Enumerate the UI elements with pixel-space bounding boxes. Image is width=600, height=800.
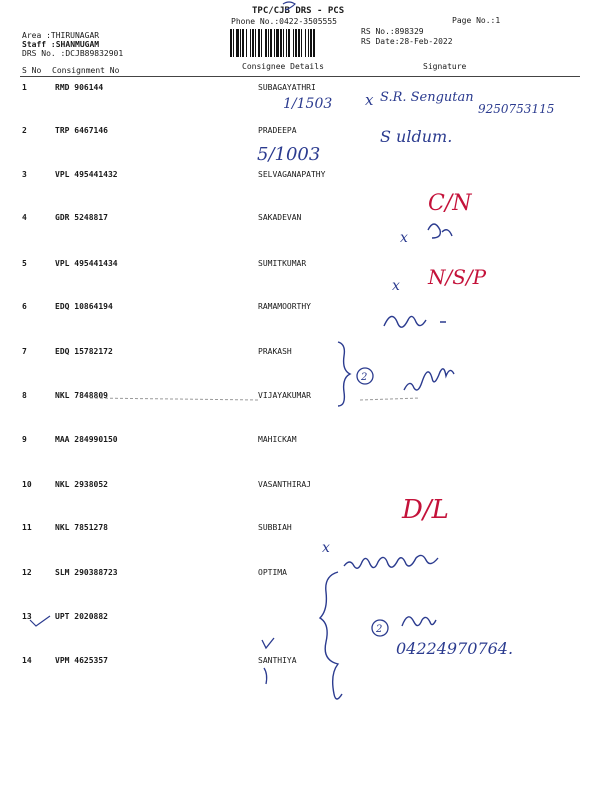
row-consignee: SELVAGANAPATHY	[258, 170, 326, 179]
row-consignee: PRADEEPA	[258, 126, 297, 135]
table-row	[0, 612, 600, 626]
rs-date-label: RS Date:	[361, 37, 400, 46]
table-row	[0, 523, 600, 537]
drs-label: DRS No.	[22, 49, 56, 58]
row-consignment: EDQ 15782172	[55, 347, 113, 356]
drs-field	[22, 49, 123, 58]
hw-dl-mark: D/L	[402, 495, 449, 525]
row-consignee: SUBAGAYATHRI	[258, 83, 316, 92]
hw-row1-phone: 9250753115	[478, 102, 555, 116]
hw-cn-mark: C/N	[428, 191, 472, 216]
row-sno: 14	[22, 656, 32, 665]
rs-number	[361, 27, 424, 36]
row-sno: 13	[22, 612, 32, 621]
table-row	[0, 170, 600, 184]
header-divider	[20, 76, 580, 77]
hw-row4-cross: x	[400, 230, 408, 246]
row-sno: 9	[22, 435, 27, 444]
area-value: :THIRUNAGAR	[46, 31, 100, 40]
table-row	[0, 347, 600, 361]
hw-nsp-mark: N/S/P	[428, 265, 487, 289]
row-consignment: TRP 6467146	[55, 126, 108, 135]
table-row	[0, 126, 600, 140]
row-sno: 1	[22, 83, 27, 92]
row-consignment: NKL 7848809	[55, 391, 108, 400]
row-sno: 4	[22, 213, 27, 222]
table-row	[0, 480, 600, 494]
row-consignment: SLM 290388723	[55, 568, 118, 577]
brace-rows-12-14	[320, 572, 342, 699]
phone-label: Phone No.:	[231, 17, 280, 26]
column-sno: S No	[22, 66, 42, 75]
barcode-image	[230, 29, 350, 57]
table-row	[0, 435, 600, 449]
rs-no-label: RS No.:	[361, 27, 395, 36]
table-row	[0, 302, 600, 316]
hw-brace-count-7-8: 2	[361, 372, 368, 383]
hw-row5-cross: x	[392, 278, 400, 294]
hw-row6-initials	[384, 316, 446, 327]
hw-row2-sign: S uldum.	[380, 127, 453, 146]
drs-value: :DCJB89832901	[60, 49, 124, 58]
row-sno: 12	[22, 568, 32, 577]
phone-number	[231, 17, 337, 26]
row-sno: 11	[22, 523, 32, 532]
row-consignment: NKL 7851278	[55, 523, 108, 532]
area-field	[22, 31, 99, 40]
row-consignment: RMD 906144	[55, 83, 104, 92]
circle-mark-7-8	[357, 368, 373, 384]
row-sno: 10	[22, 480, 32, 489]
row-sno: 2	[22, 126, 27, 135]
table-row	[0, 213, 600, 227]
row-consignment: VPL 495441432	[55, 170, 118, 179]
form-title: TPC/CJB DRS - PCS	[252, 6, 345, 16]
page-value: 1	[495, 16, 501, 25]
row-sno: 7	[22, 347, 27, 356]
row-consignment: NKL 2938052	[55, 480, 108, 489]
hw-row12-signature	[344, 555, 438, 568]
hw-row1-sign: S.R. Sengutan	[380, 90, 474, 105]
hw-row1-number: 1/1503	[283, 96, 333, 112]
row-consignee: SAKADEVAN	[258, 213, 302, 222]
hw-row7-signature	[404, 369, 454, 390]
table-row	[0, 83, 600, 97]
row-consignment: MAA 284990150	[55, 435, 118, 444]
column-consignee: Consignee Details	[242, 62, 324, 71]
area-label: Area	[22, 31, 42, 40]
row-consignee: SANTHIYA	[258, 656, 297, 665]
row-consignment: VPL 495441434	[55, 259, 118, 268]
table-row	[0, 259, 600, 273]
hw-row1-cross: x	[365, 91, 374, 109]
row-consignment: UPT 2020882	[55, 612, 108, 621]
row-sno: 5	[22, 259, 27, 268]
row-consignee: VIJAYAKUMAR	[258, 391, 311, 400]
table-row	[0, 391, 600, 405]
row-consignee: VASANTHIRAJ	[258, 480, 311, 489]
row-consignment: GDR 5248817	[55, 213, 108, 222]
row-consignee: RAMAMOORTHY	[258, 302, 311, 311]
column-signature: Signature	[423, 62, 467, 71]
staff-value: :SHANMUGAM	[50, 40, 100, 49]
row-consignee: PRAKASH	[258, 347, 292, 356]
row-sno: 3	[22, 170, 27, 179]
column-consignment: Consignment No	[52, 66, 120, 75]
hw-row12-cross: x	[322, 540, 330, 556]
page-label: Page No.:	[452, 16, 496, 25]
hw-row2-number: 5/1003	[257, 144, 321, 165]
rs-date	[361, 37, 453, 46]
rs-date-value: 28-Feb-2022	[399, 37, 453, 46]
rs-no-value: 898329	[394, 27, 424, 36]
hw-phone-bottom: 04224970764.	[396, 639, 514, 658]
row-consignee: SUMITKUMAR	[258, 259, 307, 268]
staff-label: Staff	[22, 40, 47, 49]
table-row	[0, 568, 600, 582]
hw-brace-count-12-14: 2	[376, 624, 383, 635]
row-consignee: OPTIMA	[258, 568, 287, 577]
table-row	[0, 656, 600, 670]
phone-value: 0422-3505555	[279, 17, 337, 26]
row-consignment: VPM 4625357	[55, 656, 108, 665]
row-consignee: MAHICKAM	[258, 435, 297, 444]
row-sno: 6	[22, 302, 27, 311]
row-sno: 8	[22, 391, 27, 400]
page-number	[452, 16, 500, 25]
staff-field	[22, 40, 99, 49]
row-consignment: EDQ 10864194	[55, 302, 113, 311]
row-consignee: SUBBIAH	[258, 523, 292, 532]
